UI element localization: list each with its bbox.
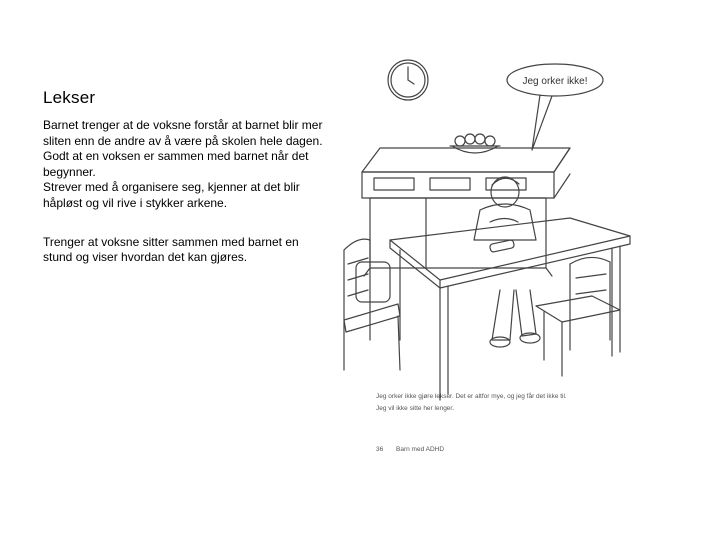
paragraph-1: Barnet trenger at de voksne forstår at barnet blir mer sliten enn de andre av å være på skolen hele dagen.: [43, 118, 323, 148]
slide-title: Lekser: [43, 88, 96, 107]
wall-clock-icon: [388, 60, 428, 100]
homework-illustration: [340, 40, 640, 470]
page-number: 36: [376, 446, 384, 453]
illustration-caption: [376, 392, 567, 453]
paragraph-3: Strever med å organisere seg, kjenner at det blir håpløst og vil rive i stykker arkene.: [43, 180, 300, 210]
child-figure: [474, 177, 540, 347]
paragraph-2: Godt at en voksen er sammen med barnet når det begynner.: [43, 149, 309, 179]
book-title: Barn med ADHD: [396, 446, 445, 453]
left-chair: [344, 239, 400, 370]
speech-bubble-text: Jeg orker ikke!: [522, 76, 588, 87]
caption-line-2: Jeg vil ikke sitte her lenger.: [376, 405, 455, 412]
right-chair: [536, 257, 620, 376]
paragraph-spacer: [43, 212, 323, 235]
speech-bubble: [507, 64, 603, 150]
caption-line-1: Jeg orker ikke gjøre lekser. Det er altfor mye, og jeg får det ikke til.: [376, 393, 567, 400]
paragraph-4: Trenger at voksne sitter sammen med barnet en stund og viser hvordan det kan gjøres.: [43, 234, 299, 265]
fruit-bowl-icon: [450, 134, 500, 153]
slide-body: [43, 118, 323, 266]
